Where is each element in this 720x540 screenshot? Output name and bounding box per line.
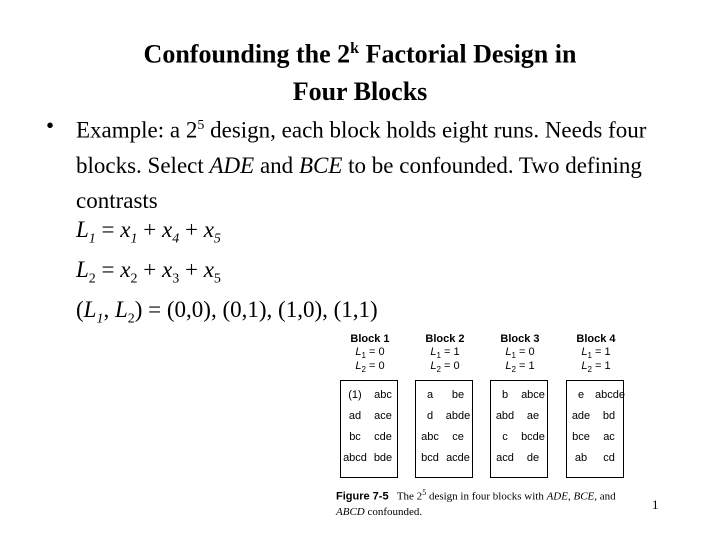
block-2-l2: $L_2 = 0$	[430, 360, 460, 375]
page-number: 1	[652, 497, 659, 512]
block-3-header: Block 3	[500, 333, 540, 345]
block-3-l1: $L_1 = 0$	[505, 346, 535, 361]
run-cell: abc	[421, 431, 439, 443]
equation-l1: $L_1 = x_1 + x_4 + x_5$	[76, 217, 221, 247]
block-4-l2: $L_2 = 1$	[581, 360, 611, 375]
run-cell: acd	[496, 452, 514, 464]
block-4-box	[566, 380, 624, 478]
run-cell: ad	[348, 410, 362, 422]
run-cell: ac	[603, 431, 615, 443]
caption-bce: BCE	[573, 490, 595, 503]
block-1-l2: $L_2 = 0$	[355, 360, 385, 375]
run-cell: abcd	[343, 452, 367, 464]
caption-sep-1: ,	[567, 490, 574, 503]
caption-text-2: design in four blocks with	[426, 490, 547, 503]
title-text-3: Four Blocks	[292, 76, 428, 106]
block-1-header: Block 1	[350, 333, 390, 345]
block-3-box	[490, 380, 548, 478]
caption-ade: ADE	[546, 490, 568, 503]
title-text-1: Confounding the 2	[143, 39, 351, 69]
figure-caption	[336, 485, 636, 520]
block-2-box	[415, 380, 473, 478]
caption-text-1: The 2	[396, 490, 423, 503]
block-2-l1: $L_1 = 1$	[430, 346, 460, 361]
title-superscript: k	[350, 40, 360, 57]
block-3-l2: $L_2 = 1$	[505, 360, 535, 375]
bullet-ade: ADE	[209, 152, 255, 178]
bullet-text-part-3: to be confounded. Two defining contrasts	[76, 152, 642, 213]
caption-superscript: 5	[422, 488, 427, 497]
block-4-l1: $L_1 = 1$	[581, 346, 611, 361]
run-cell: bcde	[521, 431, 545, 443]
equation-pairs: ($L_1$, $L_2) = (0,0)$, (0,1), (1,0), (1,1)	[76, 297, 378, 327]
run-cell: abde	[445, 410, 471, 422]
bullet-text-part-1: Example: a 2	[76, 117, 198, 143]
slide-title	[0, 30, 720, 110]
run-cell: ab	[574, 452, 588, 464]
run-cell: a	[426, 389, 434, 401]
bullet-bce: BCE	[298, 152, 343, 178]
run-cell: bd	[602, 410, 616, 422]
run-cell: ade	[571, 410, 591, 422]
run-cell: c	[502, 431, 508, 443]
bullet-superscript: 5	[197, 118, 205, 133]
run-cell: abd	[495, 410, 515, 422]
block-1-box	[340, 380, 398, 478]
run-cell: acde	[446, 452, 470, 464]
block-1-l1: $L_1 = 0$	[355, 346, 385, 361]
run-cell: ace	[374, 410, 392, 422]
run-cell: d	[426, 410, 434, 422]
caption-text-3: confounded.	[364, 505, 423, 518]
run-cell: cde	[374, 431, 392, 443]
run-cell: bce	[572, 431, 590, 443]
run-cell: abce	[521, 389, 545, 401]
caption-sep-2: , and	[594, 490, 616, 503]
figure-7-5	[336, 330, 636, 520]
run-cell: bc	[349, 431, 361, 443]
run-cell: cd	[603, 452, 615, 464]
caption-abcd: ABCD	[336, 505, 365, 518]
block-4-header: Block 4	[576, 333, 616, 345]
title-text-2: Factorial Design in	[359, 39, 577, 69]
run-cell: abcde	[595, 389, 625, 401]
equation-l2: $L_2 = x_2 + x_3 + x_5$	[76, 257, 221, 287]
run-cell: de	[526, 452, 540, 464]
bullet-marker: •	[46, 113, 55, 138]
run-cell: e	[577, 389, 585, 401]
bullet-text-part-2: design, each block holds eight runs. Needs four blocks. Select	[76, 117, 647, 178]
block-2-header: Block 2	[425, 333, 465, 345]
bullet-text	[76, 108, 676, 218]
caption-label: Figure 7-5	[336, 490, 389, 503]
run-cell: abc	[374, 389, 392, 401]
run-cell: (1)	[348, 389, 362, 401]
run-cell: b	[501, 389, 509, 401]
run-cell: ae	[526, 410, 540, 422]
bullet-and: and	[254, 152, 299, 178]
run-cell: bde	[373, 452, 393, 464]
run-cell: ce	[452, 431, 464, 443]
run-cell: bcd	[421, 452, 439, 464]
run-cell: be	[451, 389, 465, 401]
